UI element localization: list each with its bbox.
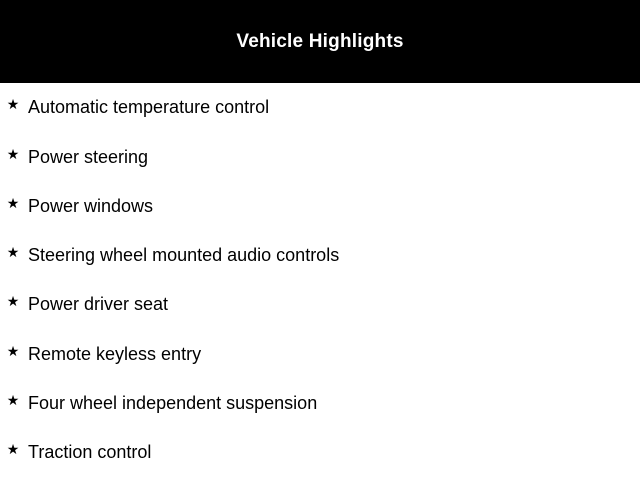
list-item-label: Automatic temperature control: [28, 96, 270, 117]
list-item: [0, 440, 151, 464]
list-item-label: Four wheel independent suspension: [28, 392, 318, 413]
star-icon: ★: [6, 293, 20, 309]
star-icon: ★: [6, 96, 20, 112]
list-item-label: Power steering: [28, 146, 149, 167]
list-item: [0, 292, 168, 316]
star-icon: ★: [6, 195, 20, 211]
list-item-label: Steering wheel mounted audio controls: [28, 244, 340, 265]
list-item-label: Power driver seat: [28, 293, 169, 314]
star-icon: ★: [6, 343, 20, 359]
list-item: [0, 145, 148, 169]
list-item: [0, 95, 269, 119]
list-item: [0, 391, 317, 415]
star-icon: ★: [6, 146, 20, 162]
star-icon: ★: [6, 244, 20, 260]
list-item-label: Traction control: [28, 441, 152, 462]
page-header: [0, 0, 640, 83]
list-item-label: Remote keyless entry: [28, 343, 202, 364]
list-item: [0, 194, 153, 218]
star-icon: ★: [6, 441, 20, 457]
list-item-label: Power windows: [28, 195, 154, 216]
list-item: [0, 342, 201, 366]
list-item: [0, 243, 339, 267]
star-icon: ★: [6, 392, 20, 408]
page-title: Vehicle Highlights: [236, 30, 404, 52]
